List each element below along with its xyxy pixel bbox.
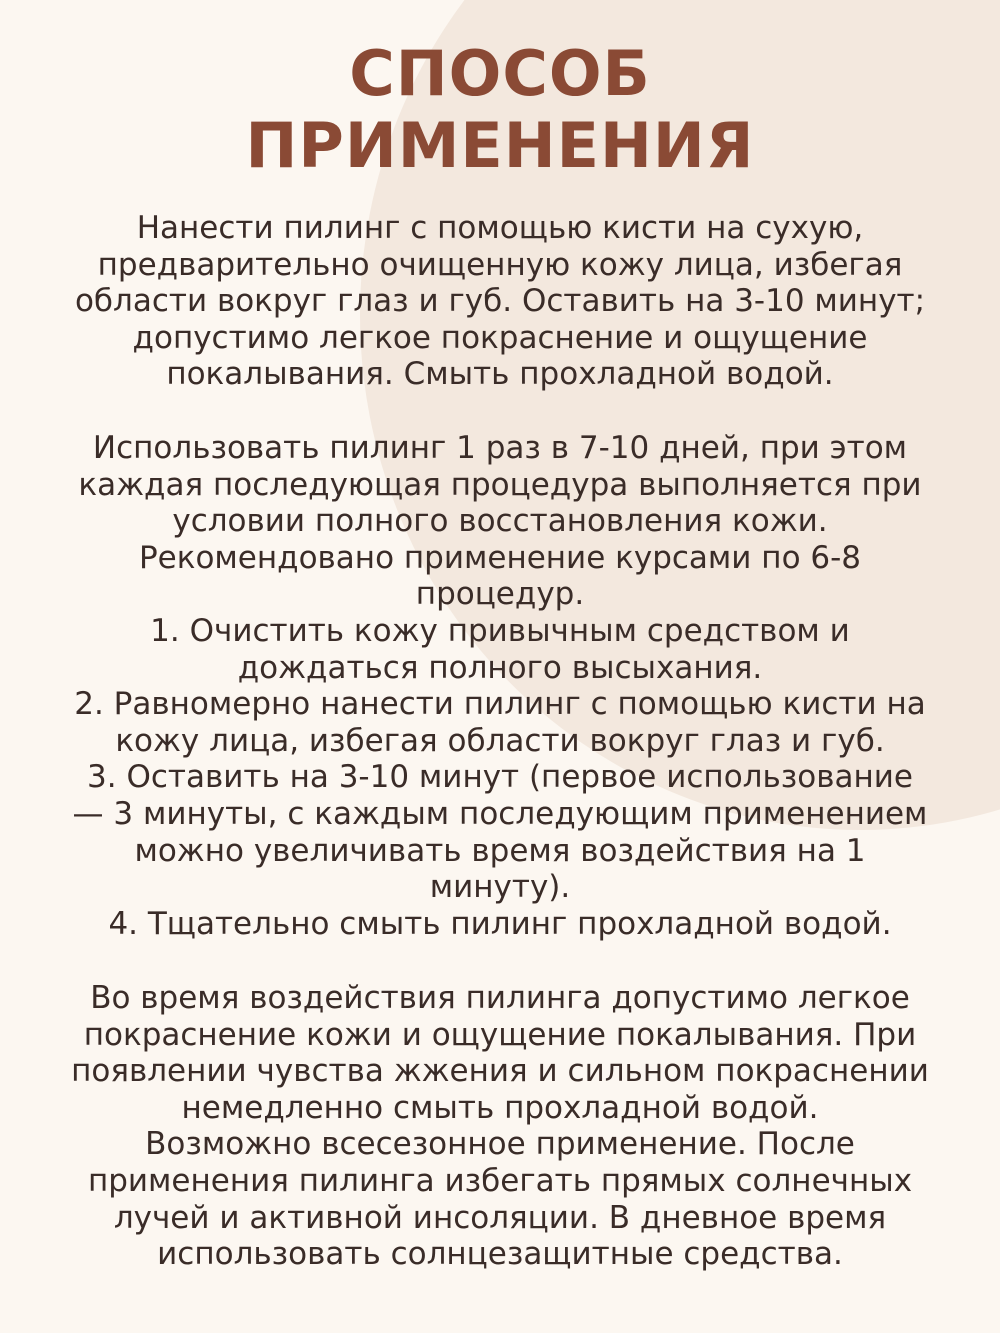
text-line: покалывания. Смыть прохладной водой. <box>166 356 834 393</box>
text-line: покраснение кожи и ощущение покалывания. При <box>83 1016 917 1053</box>
step-2-line: 2. Равномерно нанести пилинг с помощью кисти на <box>74 686 926 723</box>
text-line: области вокруг глаз и губ. Оставить на 3-10 минут; <box>74 283 926 320</box>
step-3-line: 3. Оставить на 3-10 минут (первое использование <box>87 759 913 796</box>
text-line: Возможно всесезонное применение. После <box>145 1126 855 1163</box>
title-line-2: ПРИМЕНЕНИЯ <box>245 109 755 182</box>
step-3-line: — 3 минуты, с каждым последующим применением <box>72 795 928 832</box>
text-line: каждая последующая процедура выполняется при <box>78 466 922 503</box>
text-line: Во время воздействия пилинга допустимо легкое <box>90 980 910 1016</box>
text-line: Нанести пилинг с помощью кисти на сухую, <box>136 210 864 246</box>
step-3-line: минуту). <box>429 869 571 906</box>
text-line: Рекомендовано применение курсами по 6-8 <box>138 539 862 576</box>
text-line: Использовать пилинг 1 раз в 7-10 дней, при этом <box>92 430 908 466</box>
step-3-line: можно увеличивать время воздействия на 1 <box>134 832 866 869</box>
text-line: лучей и активной инсоляции. В дневное время <box>113 1199 887 1236</box>
text-line: процедур. <box>415 576 585 613</box>
step-1-line: дождаться полного высыхания. <box>237 649 763 686</box>
paragraph-precautions <box>20 980 980 1273</box>
step-2-line: кожу лица, избегая области вокруг глаз и губ. <box>115 722 885 759</box>
text-line: предварительно очищенную кожу лица, избегая <box>97 246 903 283</box>
step-4-line: 4. Тщательно смыть пилинг прохладной водой. <box>108 905 892 942</box>
text-line: немедленно смыть прохладной водой. <box>181 1089 819 1126</box>
paragraph-application-method <box>20 210 980 393</box>
page-title <box>0 38 1000 182</box>
paragraph-usage-frequency-and-steps <box>20 430 980 942</box>
text-line: появлении чувства жжения и сильном покраснении <box>71 1053 929 1090</box>
step-1-line: 1. Очистить кожу привычным средством и <box>150 612 850 649</box>
text-line: использовать солнцезащитные средства. <box>157 1236 843 1273</box>
text-line: применения пилинга избегать прямых солнечных <box>87 1162 913 1199</box>
text-line: условии полного восстановления кожи. <box>172 503 828 540</box>
title-line-1: СПОСОБ <box>349 37 651 110</box>
text-line: допустимо легкое покраснение и ощущение <box>132 319 868 356</box>
